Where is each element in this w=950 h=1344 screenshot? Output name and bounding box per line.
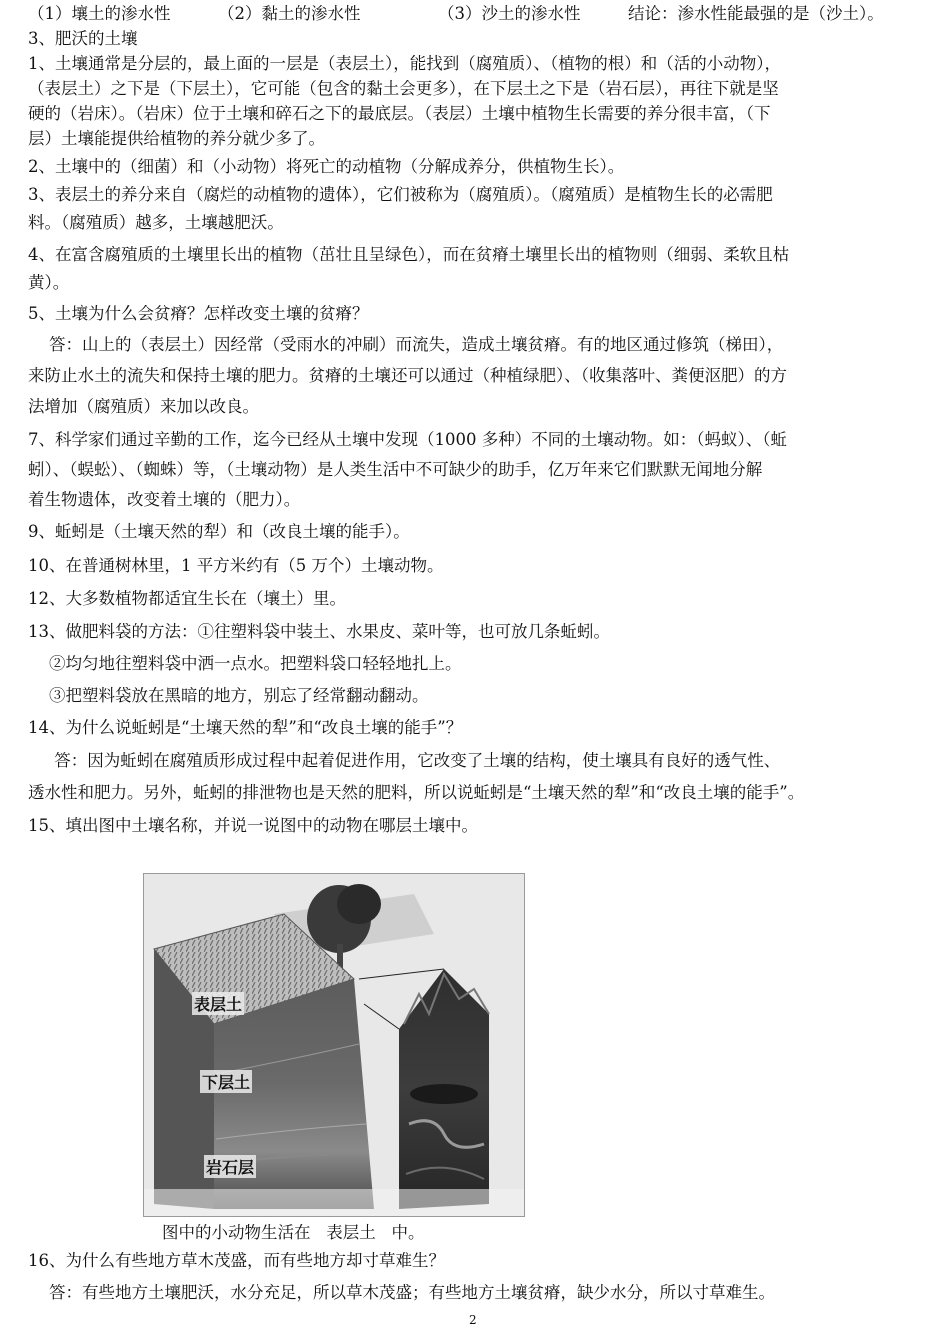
- clay-seepage-item: （2）黏土的渗水性: [218, 4, 361, 23]
- soil-block-illustration: [144, 874, 524, 1216]
- text-line: 2、土壤中的（细菌）和（小动物）将死亡的动植物（分解成养分，供植物生长）。: [28, 157, 625, 176]
- text-line: 9、蚯蚓是（土壤天然的犁）和（改良土壤的能手）。: [28, 522, 410, 541]
- text-line: 黄）。: [28, 273, 70, 292]
- loam-seepage-item: （1）壤土的渗水性: [28, 4, 171, 23]
- text-line: （表层土）之下是（下层土），它可能（包含的黏土会更多），在下层土之下是（岩石层），再往下就是坚: [28, 79, 779, 98]
- figure-caption: 图中的小动物生活在 表层土 中。: [162, 1223, 425, 1242]
- text-line: 蚓）、（蜈蚣）、（蜘蛛）等，（土壤动物）是人类生活中不可缺少的助手，亿万年来它们默默无闻地分解: [28, 460, 763, 479]
- text-line: 1、土壤通常是分层的，最上面的一层是（表层土），能找到（腐殖质）、（植物的根）和（活的小动物），: [28, 54, 781, 73]
- question-line: 14、为什么说蚯蚓是“土壤天然的犁”和“改良土壤的能手”？: [28, 718, 463, 737]
- text-line: 3、表层土的养分来自（腐烂的动植物的遗体），它们被称为（腐殖质）。（腐殖质）是植物生长的必需肥: [28, 185, 773, 204]
- text-line: 4、在富含腐殖质的土壤里长出的植物（茁壮且呈绿色），而在贫瘠土壤里长出的植物则（细弱、柔软且枯: [28, 245, 790, 264]
- text-line: 硬的（岩床）。（岩床）位于土壤和碎石之下的最底层。（表层）土壤中植物生长需要的养分很丰富，（下: [28, 104, 771, 123]
- text-line: 着生物遗体，改变着土壤的（肥力）。: [28, 490, 301, 509]
- answer-line: 答：有些地方土壤肥沃，水分充足，所以草木茂盛；有些地方土壤贫瘠，缺少水分，所以寸草难生。: [28, 1283, 775, 1302]
- text-line: 10、在普通树林里，1 平方米约有（5 万个）土壤动物。: [28, 556, 444, 575]
- text-line: 12、大多数植物都适宜生长在（壤土）里。: [28, 589, 346, 608]
- section-heading: 3、肥沃的土壤: [28, 29, 138, 48]
- step-line: ②均匀地往塑料袋中洒一点水。把塑料袋口轻轻地扎上。: [28, 654, 462, 673]
- text-line: 层）土壤能提供给植物的养分就少多了。: [28, 129, 325, 148]
- sand-seepage-item: （3）沙土的渗水性: [438, 4, 581, 23]
- question-line: 16、为什么有些地方草木茂盛，而有些地方却寸草难生？: [28, 1251, 445, 1270]
- step-line: ③把塑料袋放在黑暗的地方，别忘了经常翻动翻动。: [28, 686, 429, 705]
- question-line: 5、土壤为什么会贫瘠？怎样改变土壤的贫瘠？: [28, 304, 369, 323]
- soil-layers-figure: [143, 873, 525, 1217]
- topsoil-label: 表层土: [192, 992, 244, 1015]
- text-line: 透水性和肥力。另外，蚯蚓的排泄物也是天然的肥料，所以说蚯蚓是“土壤天然的犁”和“改良土壤的能手”。: [28, 783, 805, 802]
- rock-layer-label: 岩石层: [204, 1155, 256, 1178]
- text-line: 料。（腐殖质）越多，土壤越肥沃。: [28, 213, 284, 232]
- text-line: 13、做肥料袋的方法：①往塑料袋中装土、水果皮、菜叶等，也可放几条蚯蚓。: [28, 622, 610, 641]
- text-line: 7、科学家们通过辛勤的工作，迄今已经从土壤中发现（1000 多种）不同的土壤动物。如：（蚂蚁）、（蚯: [28, 430, 787, 449]
- subsoil-label: 下层土: [200, 1070, 252, 1093]
- answer-line: 答：因为蚯蚓在腐殖质形成过程中起着促进作用，它改变了土壤的结构，使土壤具有良好的透气性、: [28, 751, 781, 770]
- question-line: 15、填出图中土壤名称，并说一说图中的动物在哪层土壤中。: [28, 816, 478, 835]
- answer-line: 答：山上的（表层土）因经常（受雨水的冲刷）而流失，造成土壤贫瘠。有的地区通过修筑（梯田），: [28, 335, 784, 354]
- seepage-conclusion: 结论：渗水性能最强的是（沙土）。: [628, 4, 884, 23]
- text-line: 来防止水土的流失和保持土壤的肥力。贫瘠的土壤还可以通过（种植绿肥）、（收集落叶、粪便沤肥）的方: [28, 366, 787, 385]
- page-number: 2: [469, 1313, 477, 1327]
- text-line: 法增加（腐殖质）来加以改良。: [28, 397, 259, 416]
